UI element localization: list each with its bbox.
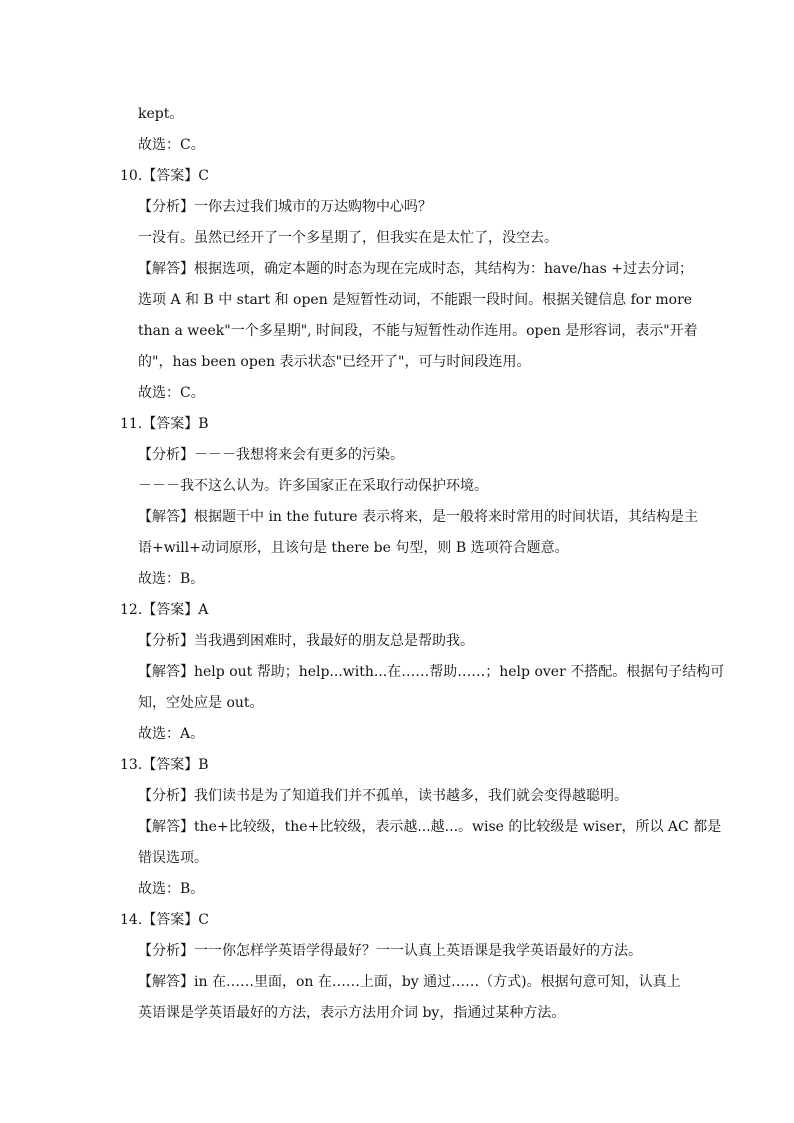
answer-heading: 14.【答案】C [120, 912, 209, 928]
text-line: 的"，has been open 表示状态"已经开了"，可与时间段连用。 [138, 354, 531, 370]
solution-line: 【解答】help out 帮助；help...with...在……帮助……；help over 不搭配。根据句子结构可 [138, 664, 725, 680]
text-line: kept。 [138, 106, 184, 122]
text-line: 语+will+动词原形，且该句是 there be 句型，则 B 选项符合题意。 [138, 540, 569, 556]
text-line: 故选：C。 [138, 137, 205, 153]
analysis-line: 【分析】－－－我想将来会有更多的污染。 [138, 447, 404, 463]
text-line: 错误选项。 [138, 850, 208, 866]
analysis-line: 【分析】当我遇到困难时，我最好的朋友总是帮助我。 [138, 633, 474, 649]
text-line: 故选：C。 [138, 385, 205, 401]
analysis-line: 【分析】一你去过我们城市的万达购物中心吗？ [138, 199, 432, 215]
answer-heading: 12.【答案】A [120, 602, 209, 618]
text-line: 知，空处应是 out。 [138, 695, 264, 711]
analysis-line: 【分析】一一你怎样学英语学得最好？一一认真上英语课是我学英语最好的方法。 [138, 943, 642, 959]
text-line: 英语课是学英语最好的方法，表示方法用介词 by，指通过某种方法。 [138, 1005, 566, 1021]
analysis-line: 【分析】我们读书是为了知道我们并不孤单，读书越多，我们就会变得越聪明。 [138, 788, 628, 804]
text-line: 选项 A 和 B 中 start 和 open 是短暂性动词，不能跟一段时间。根据关键信息 for more [138, 292, 693, 308]
solution-line: 【解答】根据选项，确定本题的时态为现在完成时态，其结构为：have/has +过去分词； [138, 261, 694, 277]
answer-heading: 10.【答案】C [120, 168, 209, 184]
text-line: 故选：A。 [138, 726, 205, 742]
text-line: 故选：B。 [138, 881, 205, 897]
answer-heading: 11.【答案】B [120, 416, 209, 432]
solution-line: 【解答】根据题干中 in the future 表示将来，是一般将来时常用的时间状语，其结构是主 [138, 509, 699, 525]
text-line: 一没有。虽然已经开了一个多星期了，但我实在是太忙了，没空去。 [138, 230, 558, 246]
text-line: 故选：B。 [138, 571, 205, 587]
solution-line: 【解答】in 在……里面，on 在……上面，by 通过……（方式)。根据句意可知，认真上 [138, 974, 681, 990]
solution-line: 【解答】the+比较级，the+比较级，表示越...越...。wise 的比较级是 wiser，所以 AC 都是 [138, 819, 722, 835]
answer-heading: 13.【答案】B [120, 757, 209, 773]
text-line: than a week"一个多星期", 时间段，不能与短暂性动作连用。open 是形容词，表示"开着 [138, 323, 698, 339]
text-line: －－－我不这么认为。许多国家正在采取行动保护环境。 [138, 478, 488, 494]
